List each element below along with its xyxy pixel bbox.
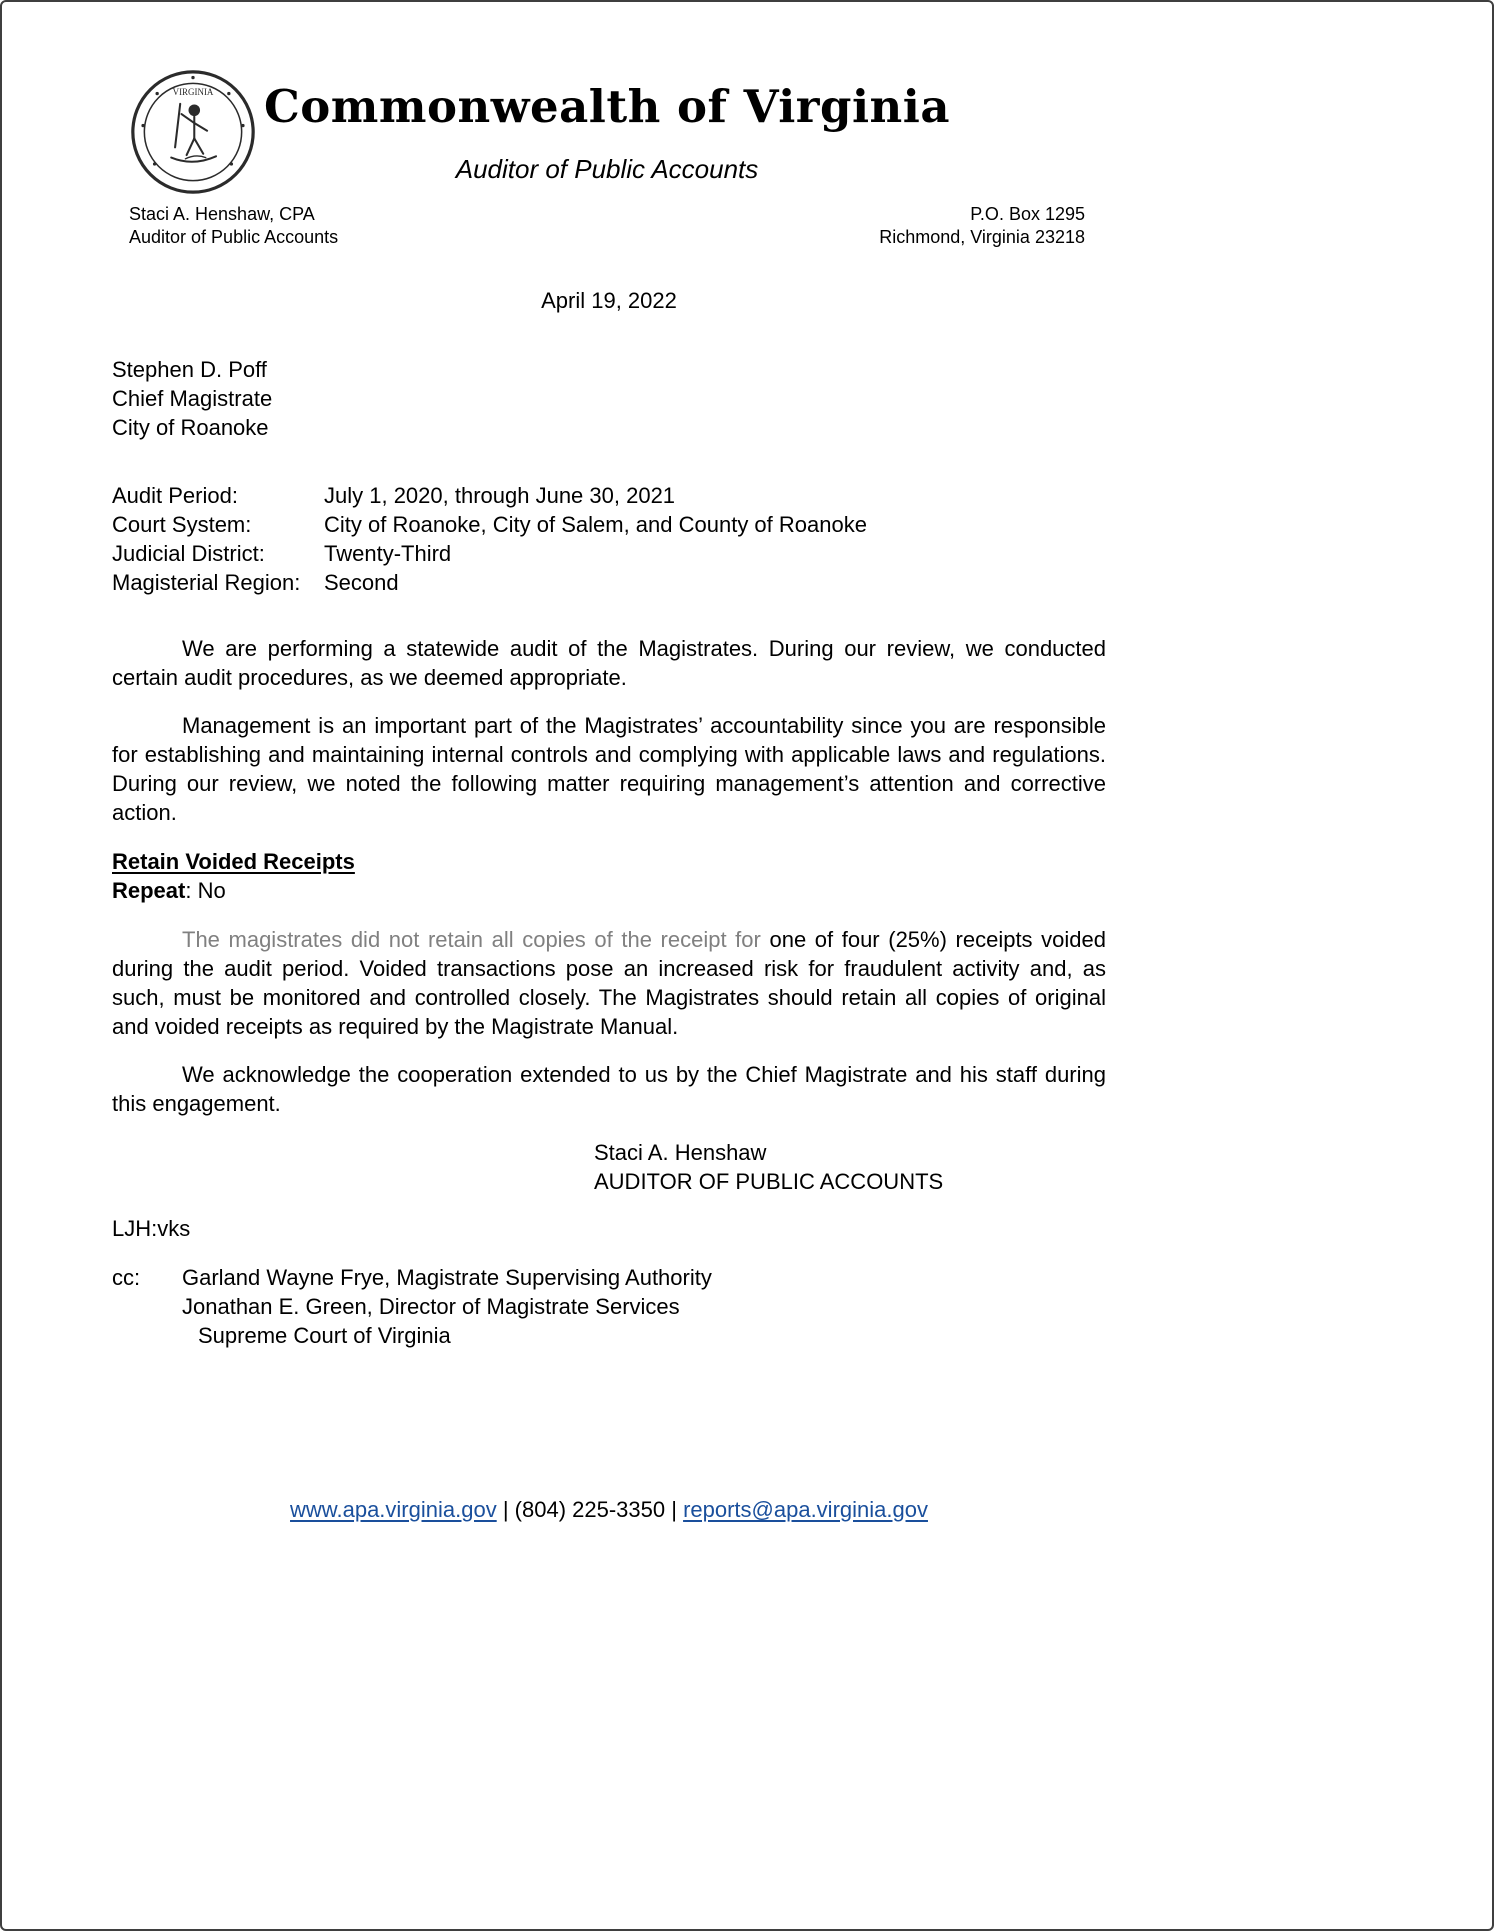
phone-number: (804) 225-3350	[514, 1497, 666, 1522]
info-label: Judicial District:	[112, 541, 265, 566]
info-value: July 1, 2020, through June 30, 2021	[324, 483, 676, 508]
recipient-title: Chief Magistrate	[112, 386, 273, 411]
signature-name: Staci A. Henshaw	[594, 1140, 767, 1165]
auditor-name-block	[129, 203, 338, 249]
email-link[interactable]: reports@apa.virginia.gov	[683, 1497, 928, 1522]
info-row-magisterial-region	[112, 568, 1106, 597]
paragraph-finding	[112, 925, 1106, 1041]
footer-separator: |	[496, 1497, 515, 1522]
paragraph-management: Management is an important part of the Magistrates’ accountability since you are responsible for establishing and maintaining internal controls and complying with applicable laws and regulations. During our review, we noted the following matter requiring management’s attention and corrective action.	[112, 713, 1106, 825]
website-link[interactable]: www.apa.virginia.gov	[290, 1497, 497, 1522]
cc-label: cc:	[112, 1265, 141, 1290]
finding-text: one of four (25%) receipts voided during the audit period. Voided transactions pose an increased risk for fraudulent activity and, as such, must be monitored and controlled closely. The Magistrates should retain all copies of original and voided receipts as required by the Magistrate Manual.	[112, 927, 1106, 1039]
letterhead	[2, 82, 1212, 185]
repeat-line	[112, 876, 1106, 905]
footer-separator: |	[665, 1497, 684, 1522]
signature-block	[594, 1138, 1106, 1196]
cc-names	[182, 1263, 1106, 1350]
finding-heading: Retain Voided Receipts	[112, 849, 355, 874]
recipient-location: City of Roanoke	[112, 415, 269, 440]
auditor-title: Auditor of Public Accounts	[129, 227, 339, 247]
paragraph-acknowledgement: We acknowledge the cooperation extended to us by the Chief Magistrate and his staff during this engagement.	[112, 1062, 1106, 1116]
info-label: Court System:	[112, 512, 252, 537]
recipient-block	[112, 355, 1106, 442]
finding-text-muted: The magistrates did not retain all copies of the receipt for	[182, 927, 770, 952]
info-label: Audit Period:	[112, 483, 238, 508]
auditor-name: Staci A. Henshaw, CPA	[129, 204, 315, 224]
org-subtitle: Auditor of Public Accounts	[455, 153, 759, 184]
signature-title: AUDITOR OF PUBLIC ACCOUNTS	[594, 1169, 944, 1194]
recipient-name: Stephen D. Poff	[112, 357, 267, 382]
seal-text: VIRGINIA	[172, 86, 214, 97]
cc-name: Jonathan E. Green, Director of Magistrate Services	[182, 1294, 680, 1319]
cc-name: Supreme Court of Virginia	[198, 1323, 451, 1348]
cc-block	[112, 1263, 1106, 1350]
paragraph-intro: We are performing a statewide audit of the Magistrates. During our review, we conducted certain audit procedures, as we deemed appropriate.	[112, 636, 1106, 690]
office-address-block	[879, 203, 1085, 249]
cc-name: Garland Wayne Frye, Magistrate Supervising Authority	[182, 1265, 712, 1290]
address-po-box: P.O. Box 1295	[970, 204, 1085, 224]
letter-date: April 19, 2022	[541, 288, 677, 313]
info-value: Second	[324, 570, 399, 595]
repeat-label: Repeat	[112, 878, 186, 903]
reference-initials: LJH:vks	[112, 1216, 191, 1241]
info-value: City of Roanoke, City of Salem, and County of Roanoke	[324, 512, 867, 537]
audit-info-table	[112, 481, 1106, 597]
info-row-audit-period	[112, 481, 1106, 510]
info-row-court-system	[112, 510, 1106, 539]
letter-footer	[112, 1497, 1106, 1523]
address-city: Richmond, Virginia 23218	[879, 227, 1085, 247]
info-row-judicial-district	[112, 539, 1106, 568]
repeat-value: : No	[185, 878, 226, 903]
org-title: Commonwealth of Virginia	[263, 80, 951, 133]
letter-body	[112, 634, 1106, 1350]
info-label: Magisterial Region:	[112, 570, 301, 595]
info-value: Twenty-Third	[324, 541, 452, 566]
